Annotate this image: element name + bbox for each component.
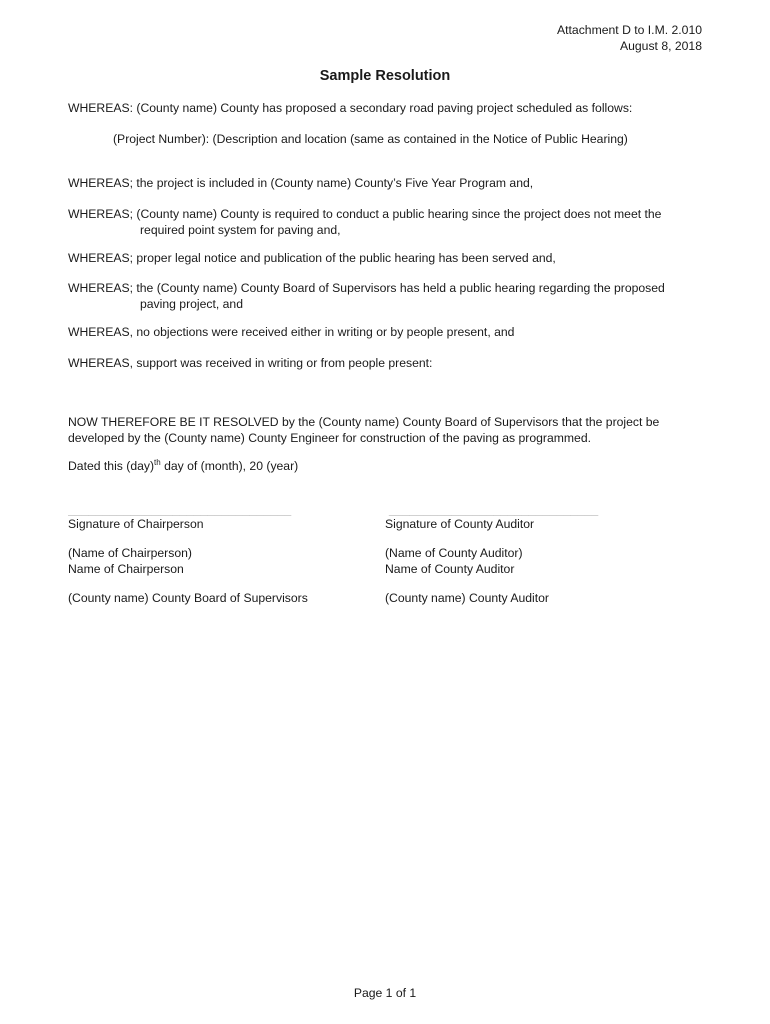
resolution-statement (68, 414, 708, 446)
paragraph-line: WHEREAS; (County name) County is required to conduct a public hearing since the project does not meet the (68, 207, 662, 221)
whereas-five-year-program: WHEREAS; the project is included in (County name) County’s Five Year Program and, (68, 176, 534, 190)
chairperson-name-placeholder: (Name of Chairperson) (68, 546, 192, 560)
auditor-signature-caption: Signature of County Auditor (385, 517, 535, 531)
whereas-public-hearing-required (68, 206, 708, 238)
chairperson-signature-block (68, 504, 368, 606)
auditor-signature-line[interactable]: ______________________________ (389, 504, 599, 516)
chairperson-signature-caption: Signature of Chairperson (68, 517, 204, 531)
paragraph-line-indented: paving project, and (140, 297, 243, 311)
paragraph-line: WHEREAS; the (County name) County Board of Supervisors has held a public hearing regarding the proposed (68, 281, 665, 295)
auditor-name-placeholder: (Name of County Auditor) (385, 546, 523, 560)
project-number-description: (Project Number): (Description and location (same as contained in the Notice of Public Hearing) (113, 132, 628, 146)
attachment-reference: Attachment D to I.M. 2.010 (557, 23, 702, 37)
paragraph-line: NOW THEREFORE BE IT RESOLVED by the (County name) County Board of Supervisors that the project be (68, 415, 660, 429)
whereas-support-received: WHEREAS, support was received in writing or from people present: (68, 356, 433, 370)
document-title: Sample Resolution (319, 68, 451, 84)
whereas-legal-notice: WHEREAS; proper legal notice and publication of the public hearing has been served and, (68, 251, 556, 265)
county-auditor-label: (County name) County Auditor (385, 591, 549, 605)
paragraph-line-indented: required point system for paving and, (140, 223, 341, 237)
document-header (557, 22, 702, 54)
ordinal-suffix: th (154, 457, 161, 467)
dated-prefix: Dated this (day) (68, 459, 155, 473)
whereas-hearing-held (68, 280, 708, 312)
header-date: August 8, 2018 (620, 39, 702, 53)
auditor-name-label: Name of County Auditor (385, 562, 515, 576)
chairperson-signature-line[interactable]: ________________________________ (68, 504, 292, 516)
auditor-signature-block (385, 504, 685, 606)
chairperson-name-label: Name of Chairperson (68, 562, 184, 576)
dated-suffix: day of (month), 20 (year) (160, 459, 299, 473)
paragraph-line: developed by the (County name) County Engineer for construction of the paving as programmed. (68, 431, 592, 445)
page-number: Page 1 of 1 (353, 986, 417, 1000)
whereas-no-objections: WHEREAS, no objections were received either in writing or by people present, and (68, 325, 515, 339)
board-of-supervisors-label: (County name) County Board of Supervisors (68, 591, 308, 605)
whereas-project-proposed: WHEREAS: (County name) County has proposed a secondary road paving project scheduled as follows: (68, 101, 633, 115)
dated-line (68, 458, 708, 474)
